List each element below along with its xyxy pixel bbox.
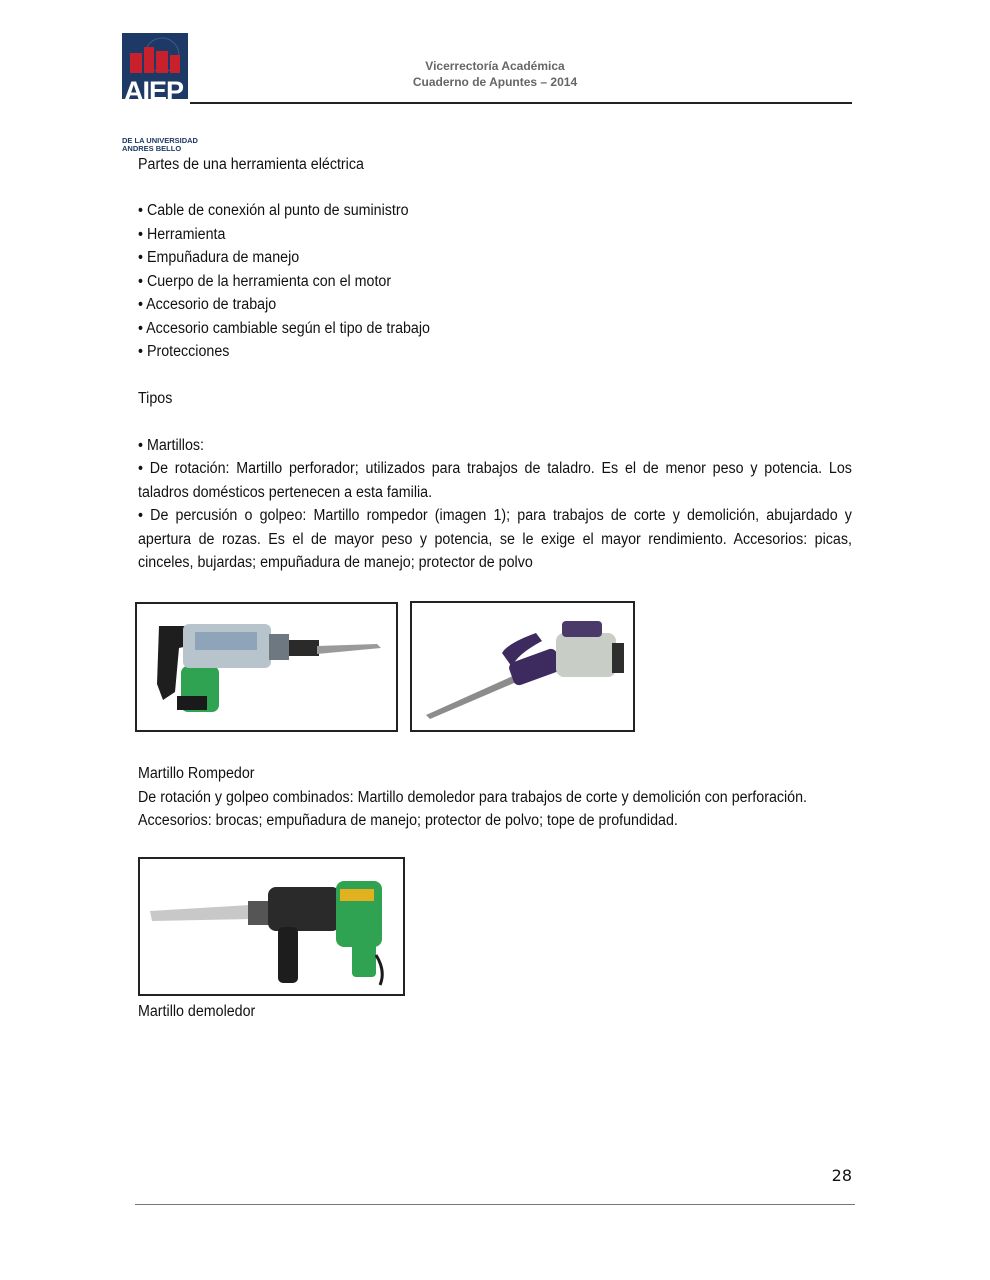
rotacion-line-2: taladros domésticos pertenecen a esta familia. [138,484,433,501]
rotacion-line-1: • De rotación: Martillo perforador; utilizados para trabajos de taladro. Es el de menor peso y potencia. Los [138,460,852,477]
list-item: • Empuñadura de manejo [138,249,300,266]
list-item: • Herramienta [138,225,226,243]
percusion-line-2: apertura de rozas. Es el de mayor peso y potencia, se le exige el mayor rendimiento. Accesorios: picas, [138,531,852,548]
header-line-1: Vicerrectoría Académica [425,59,565,73]
combinados-line-1: De rotación y golpeo combinados: Martillo demoledor para trabajos de corte y demolición con perforación. [138,789,807,806]
tipos-heading: Tipos [138,390,173,407]
list-item: • Cuerpo de la herramienta con el motor [138,272,392,290]
rotary-hammer-image [135,602,398,732]
header-line-2: Cuaderno de Apuntes – 2014 [412,75,578,89]
logo-subtitle-2: ANDRES BELLO [122,144,182,153]
rotary-hammer-illustration [137,604,396,730]
list-item: • Protecciones [138,343,230,360]
martillos-item: • Martillos: [138,437,205,454]
list-item: • Cable de conexión al punto de suministro [138,202,409,219]
breaker-hammer-image [410,601,635,732]
footer-rule [135,1204,855,1205]
parts-list [138,199,795,364]
header-rule [190,102,852,104]
list-item: • Accesorio de trabajo [138,296,277,313]
breaker-hammer-illustration [412,603,633,730]
combinados-line-2: Accesorios: brocas; empuñadura de manejo; protector de polvo; tope de profundidad. [138,812,678,829]
logo-building-icon [122,33,188,78]
percusion-line-1: • De percusión o golpeo: Martillo rompedor (imagen 1); para trabajos de corte y demolición, abujardado y [138,507,852,524]
caption-martillo-demoledor: Martillo demoledor [138,1003,256,1020]
hammer-drill-image [138,857,405,996]
hammer-drill-illustration [140,859,403,994]
page-number: 28 [831,1166,852,1185]
percusion-line-3: cinceles, bujardas; empuñadura de manejo; protector de polvo [138,554,533,571]
aiep-logo [122,33,198,153]
caption-martillo-rompedor: Martillo Rompedor [138,765,255,782]
section-title: Partes de una herramienta eléctrica [138,156,364,173]
logo-subtitle-1: DE LA UNIVERSIDAD [122,136,198,145]
logo-mark [122,33,188,106]
logo-text: AIEP [124,76,184,106]
list-item: • Accesorio cambiable según el tipo de trabajo [138,319,430,337]
